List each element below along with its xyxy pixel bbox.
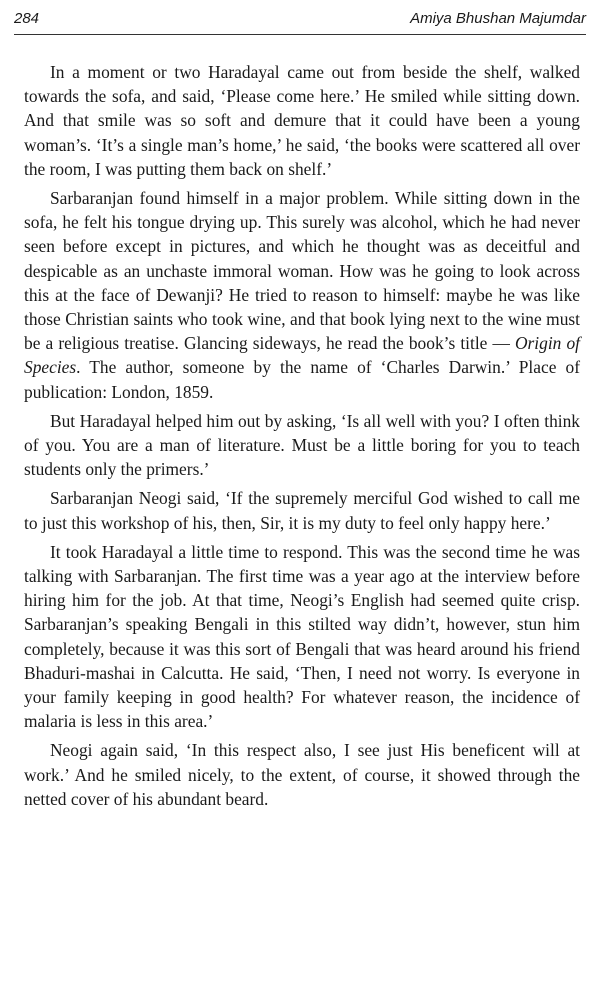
page-body [24,60,580,811]
paragraph-2-after: . The author, someone by the name of ‘Charles Darwin.’ Place of publication: London, 1859. [24,357,580,402]
paragraph-1: In a moment or two Haradayal came out from beside the shelf, walked towards the sofa, and said, ‘Please come here.’ He smiled while sitting down. And that smile was so soft and demure that it could have been a young woman’s. ‘It’s a single man’s home,’ he said, ‘the books were scattered all over the room, I was putting them back on shelf.’ [24,62,580,179]
page-number: 284 [14,10,40,27]
paragraph-2-before: Sarbaranjan found himself in a major problem. While sitting down in the sofa, he felt his tongue drying up. This surely was alcohol, which he had never seen before except in pictures, and which he thought was as deceitful and despicable as an unchaste immoral woman. How was he going to look across this at the face of Dewanji? He tried to reason to himself: maybe he was like those Christian saints who took wine, and that book lying next to the wine must be a religious treatise. Glancing sideways, he read the book’s title — [24,188,580,354]
running-title: Amiya Bhushan Majumdar [410,10,586,27]
paragraph-3: But Haradayal helped him out by asking, ‘Is all well with you? I often think of you. You are a man of literature. Must be a little boring for you to teach students only the primers.’ [24,410,580,480]
paragraph-5: It took Haradayal a little time to respond. This was the second time he was talking with Sarbaranjan. The first time was a year ago at the interview before hiring him for the job. At that time, Neogi’s English had seemed quite crisp. Sarbaranjan’s speaking Bengali in this stilted way didn’t, however, stun him completely, because it was this sort of Bengali that was heard around his friend Bhaduri-mashai in Calcutta. He said, ‘Then, I need not worry. Is everyone in your family keeping in good health? For whatever reason, the incidence of malaria is less in this area.’ [24,541,580,732]
paragraph-2 [24,186,580,404]
paragraph-4: Sarbaranjan Neogi said, ‘If the supremely merciful God wished to call me to just this workshop of his, then, Sir, it is my duty to feel only happy here.’ [24,488,580,533]
paragraph-6: Neogi again said, ‘In this respect also, I see just His beneficent will at work.’ And he smiled nicely, to the extent, of course, it showed through the netted cover of his abundant beard. [24,740,580,809]
page-header [14,6,586,35]
book-title: Origin of Species [24,333,580,378]
